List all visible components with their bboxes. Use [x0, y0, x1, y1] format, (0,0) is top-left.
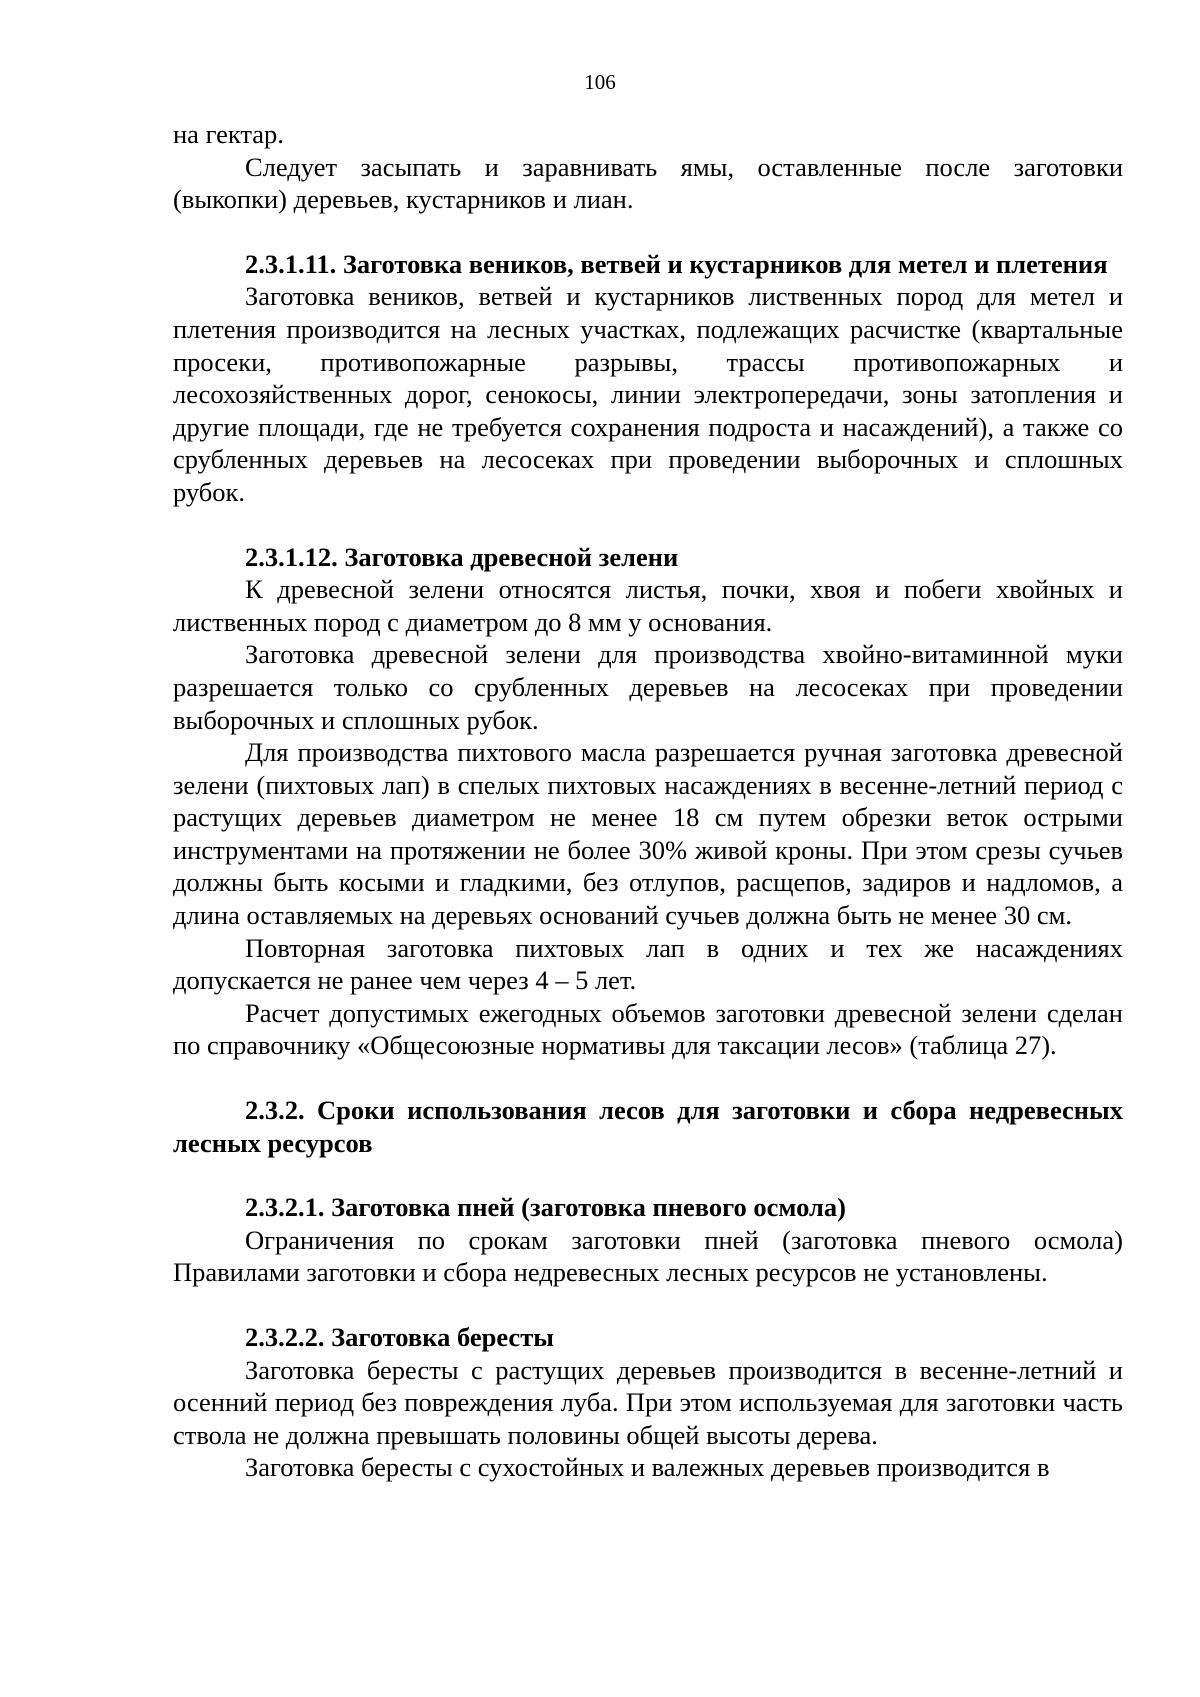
paragraph: К древесной зелени относятся листья, почки, хвоя и побеги хвойных и лиственных пород с диаметром до 8 мм у основания.	[173, 574, 1123, 637]
paragraph: Заготовка древесной зелени для производства хвойно-витаминной муки разрешается только со срубленных деревьев на лесосеках при проведении выборочных и сплошных рубок.	[173, 639, 1123, 735]
document-body	[173, 118, 1123, 1484]
paragraph: Заготовка веников, ветвей и кустарников лиственных пород для метел и плетения производится на лесных участках, подлежащих расчистке (квартальные просеки, противопожарные разрывы, трассы противопожарных и лесохозяйственных дорог, сенокосы, линии электропередачи, зоны затопления и другие площади, где не требуется сохранения подроста и насаждений), а также со срубленных деревьев на лесосеках при проведении выборочных и сплошных рубок.	[173, 281, 1123, 507]
section-heading: 2.3.1.11. Заготовка веников, ветвей и кустарников для метел и плетения	[245, 248, 1108, 279]
section-heading: 2.3.1.12. Заготовка древесной зелени	[245, 541, 679, 572]
paragraph: Заготовка бересты с растущих деревьев производится в весенне-летний и осенний период без повреждения луба. При этом используемая для заготовки часть ствола не должна превышать половины общей высоты дерева.	[173, 1354, 1123, 1450]
paragraph: Ограничения по срокам заготовки пней (заготовка пневого осмола) Правилами заготовки и сбора недревесных лесных ресурсов не установлены.	[173, 1224, 1123, 1288]
paragraph: Следует засыпать и заравнивать ямы, оставленные после заготовки (выкопки) деревьев, кустарников и лиан.	[173, 151, 1123, 215]
page-number: 106	[584, 70, 616, 94]
paragraph: на гектар.	[173, 119, 284, 149]
paragraph: Заготовка бересты с сухостойных и валежных деревьев производится в	[245, 1452, 1050, 1483]
section-heading: 2.3.2. Сроки использования лесов для заготовки и сбора недревесных лесных ресурсов	[173, 1095, 1123, 1158]
section-heading: 2.3.2.1. Заготовка пней (заготовка пневого осмола)	[245, 1192, 846, 1223]
section-heading: 2.3.2.2. Заготовка бересты	[245, 1322, 554, 1352]
paragraph: Повторная заготовка пихтовых лап в одних и тех же насаждениях допускается не ранее чем через 4 – 5 лет.	[173, 932, 1123, 996]
paragraph: Расчет допустимых ежегодных объемов заготовки древесной зелени сделан по справочнику «Общесоюзные нормативы для таксации лесов» (таблица 27).	[173, 997, 1123, 1061]
paragraph: Для производства пихтового масла разрешается ручная заготовка древесной зелени (пихтовых лап) в спелых пихтовых насаждениях в весенне-летний период с растущих деревьев диаметром не менее 18 см путем обрезки веток острыми инструментами на протяжении не более 30% живой кроны. При этом срезы сучьев должны быть косыми и гладкими, без отлупов, расщепов, задиров и надломов, а длина оставляемых на деревьях оснований сучьев должна быть не менее 30 см.	[173, 737, 1123, 931]
